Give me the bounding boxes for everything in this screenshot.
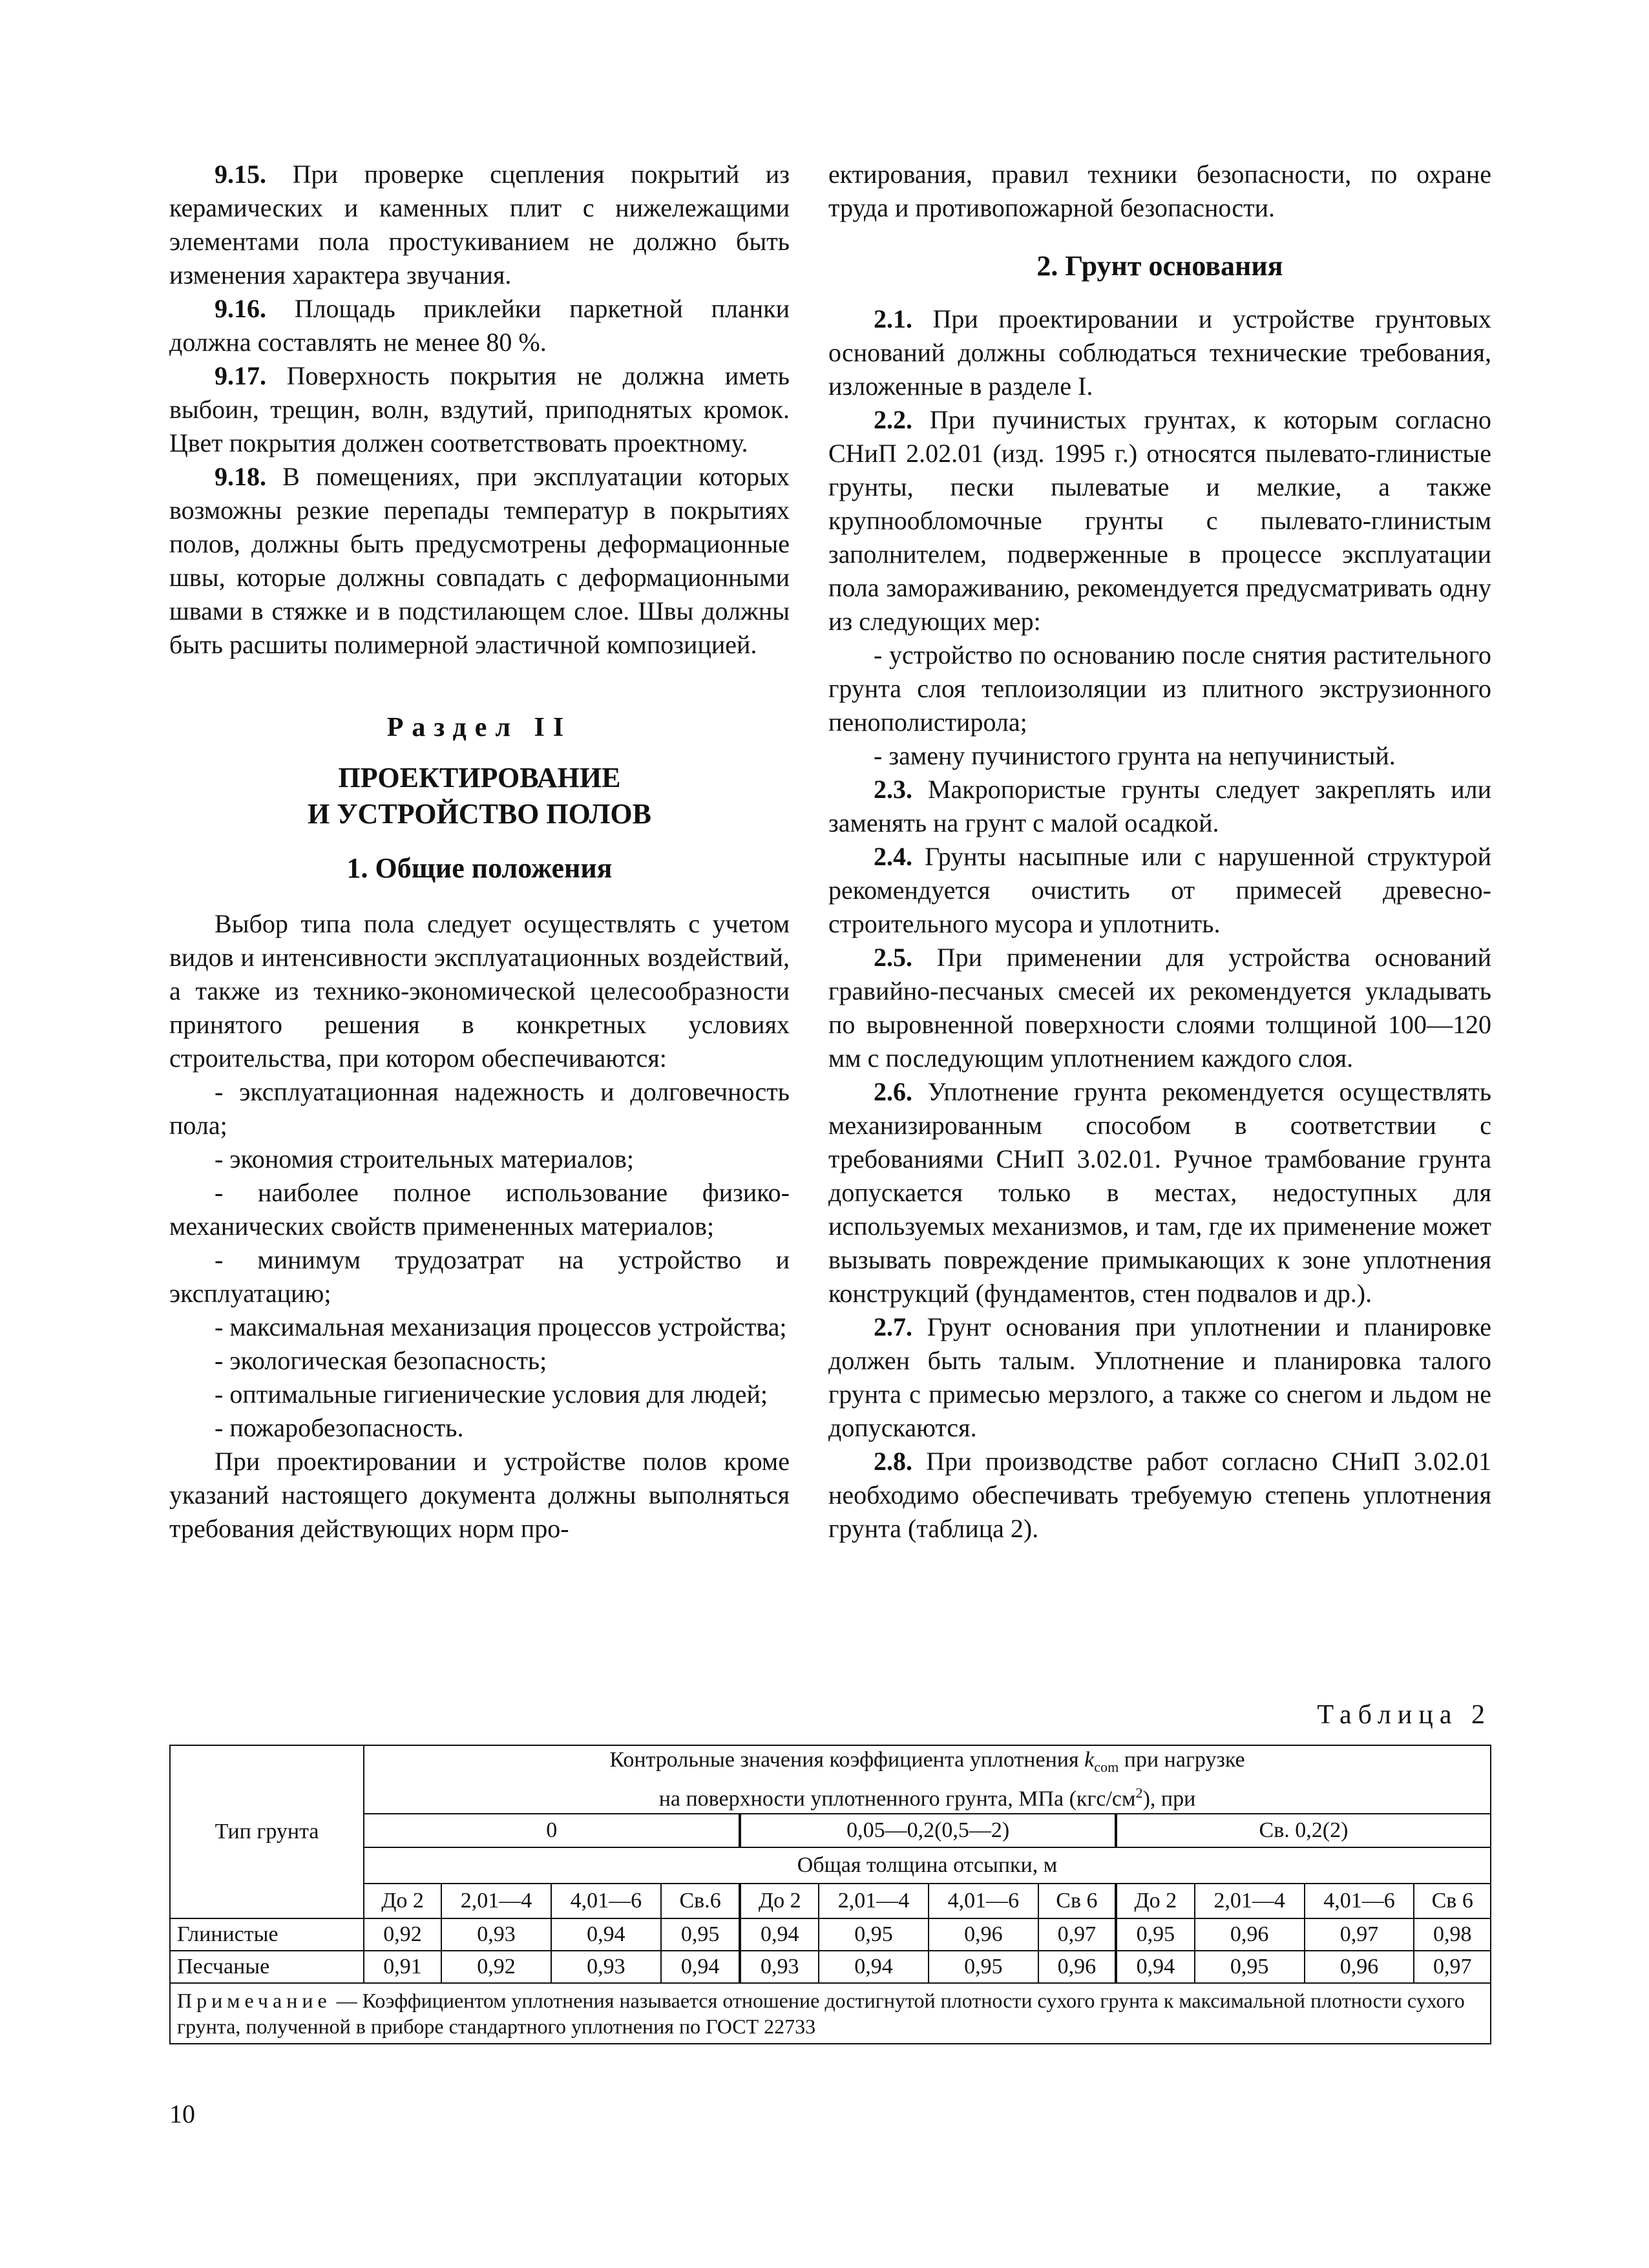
table-cell: 0,97 — [1038, 1918, 1116, 1951]
thickness-row — [170, 1884, 1491, 1918]
clause-9-18 — [169, 460, 790, 662]
clause-2-8 — [828, 1445, 1491, 1546]
clause-text: При производстве работ согласно СНиП 3.02.01 необходимо обеспечивать требуемую степень уплотнения грунта (таблица 2). — [828, 1447, 1491, 1543]
section-label: Раздел II — [386, 713, 572, 742]
table-cell: 0,94 — [551, 1918, 661, 1951]
thickness-col: Св 6 — [1414, 1884, 1491, 1918]
table-cell: 0,96 — [1038, 1951, 1116, 1983]
thickness-col: 2,01—4 — [1195, 1884, 1305, 1918]
clause-2-5 — [828, 941, 1491, 1075]
thickness-col: До 2 — [364, 1884, 441, 1918]
clause-9-17 — [169, 359, 790, 460]
soil-name: Песчаные — [170, 1951, 364, 1983]
clause-number: 2.6. — [874, 1077, 912, 1106]
table-cell: 0,93 — [551, 1951, 661, 1983]
note-label: Примечание — [177, 1989, 331, 2013]
clause-number: 9.17. — [215, 361, 266, 390]
load-group-header: 0,05—0,2(0,5—2) — [740, 1814, 1116, 1847]
k-symbol: k — [1084, 1748, 1095, 1772]
table-cell: 0,95 — [661, 1918, 740, 1951]
table-row — [170, 1951, 1491, 1983]
table-cell: 0,95 — [819, 1918, 929, 1951]
thickness-col: Св.6 — [661, 1884, 740, 1918]
load-group-header: 0 — [364, 1814, 740, 1847]
clause-number: 9.15. — [215, 160, 266, 189]
load-group-header: Св. 0,2(2) — [1116, 1814, 1491, 1847]
main-header — [364, 1745, 1491, 1814]
table-cell: 0,98 — [1414, 1918, 1491, 1951]
section-title-line: И УСТРОЙСТВО ПОЛОВ — [307, 798, 652, 830]
clause-text: При применении для устройства оснований гравийно-песчаных смесей их рекомендуется укладывать по выровненной поверхности слоями толщиной 100—120 мм с последующим уплотнением каждого слоя. — [828, 943, 1491, 1073]
list-item: - эксплуатационная надежность и долговечность пола; — [169, 1077, 790, 1140]
table-cell: 0,94 — [740, 1918, 819, 1951]
clause-9-16 — [169, 292, 790, 359]
section-title — [169, 760, 790, 832]
clause-number: 2.3. — [874, 775, 912, 804]
header-text: на поверхности уплотненного грунта, МПа (кгс/см — [658, 1787, 1136, 1811]
table-cell: 0,93 — [740, 1951, 819, 1983]
clause-number: 2.1. — [874, 304, 912, 333]
table-cell: 0,92 — [364, 1918, 441, 1951]
clause-number: 9.18. — [215, 462, 266, 491]
clause-2-4 — [828, 840, 1491, 941]
clause-number: 9.16. — [215, 294, 266, 323]
clause-number: 2.2. — [874, 405, 912, 434]
table-cell: 0,93 — [441, 1918, 551, 1951]
thickness-header: Общая толщина отсыпки, м — [364, 1847, 1491, 1884]
header-text: Контрольные значения коэффициента уплотнения — [609, 1748, 1085, 1772]
table-cell: 0,91 — [364, 1951, 441, 1983]
thickness-col: 2,01—4 — [441, 1884, 551, 1918]
clause-2-6 — [828, 1075, 1491, 1310]
page-number: 10 — [169, 2099, 195, 2128]
clause-9-15 — [169, 158, 790, 292]
header-text: при нагрузке — [1119, 1748, 1245, 1772]
table-cell: 0,94 — [661, 1951, 740, 1983]
thickness-col: 4,01—6 — [1305, 1884, 1414, 1918]
thickness-col: До 2 — [740, 1884, 819, 1918]
list-item: - максимальная механизация процессов устройства; — [215, 1312, 787, 1341]
clause-text: При проектировании и устройстве грунтовых оснований должны соблюдаться технические требования, изложенные в разделе I. — [828, 304, 1491, 401]
table-cell: 0,94 — [819, 1951, 929, 1983]
subsection-title: 2. Грунт основания — [1036, 250, 1283, 282]
clause-number: 2.5. — [874, 943, 912, 972]
table-row — [170, 1918, 1491, 1951]
table-note — [170, 1983, 1491, 2044]
thickness-col: 4,01—6 — [551, 1884, 661, 1918]
table-cell: 0,94 — [1116, 1951, 1195, 1983]
clause-text: При пучинистых грунтах, к которым согласно СНиП 2.02.01 (изд. 1995 г.) относятся пылевато-глинистые грунты, пески пылеватые и мелкие, а также крупнообломочные грунты с пылевато-глинистым заполнителем, подверженные в процессе эксплуатации пола замораживанию, рекомендуется предусматривать одну из следующих мер: — [828, 405, 1491, 636]
list-item: - устройство по основанию после снятия растительного грунта слоя теплоизоляции из плитного экструзионного пенополистирола; — [828, 640, 1491, 737]
intro-paragraph: Выбор типа пола следует осуществлять с учетом видов и интенсивности эксплуатационных воздействий, а также из технико-экономической целесообразности принятого решения в конкретных условиях строительства, при котором обеспечиваются: — [169, 909, 790, 1073]
clause-number: 2.7. — [874, 1312, 912, 1341]
list-item: - экологическая безопасность; — [215, 1346, 547, 1375]
table-caption: Таблица 2 — [1317, 1700, 1491, 1730]
table-cell: 0,95 — [929, 1951, 1038, 1983]
clause-text: В помещениях, при эксплуатации которых возможны резкие перепады температур в покрытиях полов, должны быть предусмотрены деформационные швы, которые должны совпадать с деформационными швами в стяжке и в подстилающем слое. Швы должны быть расшиты полимерной эластичной композицией. — [169, 462, 790, 659]
list-item: - минимум трудозатрат на устройство и эксплуатацию; — [169, 1245, 790, 1308]
subsection-title: 1. Общие положения — [346, 852, 613, 884]
table-cell: 0,95 — [1116, 1918, 1195, 1951]
clause-2-1 — [828, 302, 1491, 403]
k-subscript: com — [1094, 1758, 1119, 1775]
right-column — [828, 158, 1491, 1546]
note-text: — Коэффициентом уплотнения называется отношение достигнутой плотности сухого грунта к максимальной плотности сухого грунта, полученной в приборе стандартного уплотнения по ГОСТ 22733 — [177, 1989, 1465, 2039]
clause-text: Грунт основания при уплотнении и планировке должен быть талым. Уплотнение и планировка талого грунта с примесью мерзлого, а также со снегом и льдом не допускаются. — [828, 1312, 1491, 1442]
clause-2-2 — [828, 403, 1491, 638]
table-cell: 0,92 — [441, 1951, 551, 1983]
compaction-table — [169, 1745, 1491, 2044]
thickness-col: До 2 — [1116, 1884, 1195, 1918]
table-cell: 0,96 — [1305, 1951, 1414, 1983]
list-item: - экономия строительных материалов; — [215, 1144, 634, 1173]
clause-text: Уплотнение грунта рекомендуется осуществлять механизированным способом в соответствии с требованиями СНиП 3.02.01. Ручное трамбование грунта допускается только в местах, недоступных для используемых механизмов, и там, где их применение может вызывать повреждение примыкающих к зоне уплотнения конструкций (фундаментов, стен подвалов и др.). — [828, 1077, 1491, 1308]
list-item: - оптимальные гигиенические условия для людей; — [215, 1380, 768, 1409]
closing-paragraph: При проектировании и устройстве полов кроме указаний настоящего документа должны выполняться требования действующих норм про- — [169, 1447, 790, 1543]
clause-text: Макропористые грунты следует закреплять или заменять на грунт с малой осадкой. — [828, 775, 1491, 837]
table-cell: 0,97 — [1414, 1951, 1491, 1983]
clause-number: 2.4. — [874, 842, 912, 871]
clause-text: При проверке сцепления покрытий из керамических и каменных плит с нижележащими элементами пола простукиванием не должно быть изменения характера звучания. — [169, 160, 790, 289]
soil-name: Глинистые — [170, 1918, 364, 1951]
table-cell: 0,96 — [1195, 1918, 1305, 1951]
header-superscript: 2 — [1135, 1784, 1143, 1801]
clause-text: Грунты насыпные или с нарушенной структурой рекомендуется очистить от примесей древесно-строительного мусора и уплотнить. — [828, 842, 1491, 938]
clause-number: 2.8. — [874, 1447, 912, 1476]
header-text: ), при — [1142, 1787, 1196, 1811]
table — [169, 1745, 1491, 2044]
left-column — [169, 158, 790, 1546]
continuation-paragraph: ектирования, правил техники безопасности, по охране труда и противопожарной безопасности. — [828, 160, 1491, 222]
clause-2-7 — [828, 1310, 1491, 1445]
list-item: - пожаробезопасность. — [215, 1413, 464, 1442]
note-row — [170, 1983, 1491, 2044]
list-item: - замену пучинистого грунта на непучинистый. — [874, 741, 1396, 770]
soil-type-header: Тип грунта — [170, 1745, 364, 1918]
clause-text: Поверхность покрытия не должна иметь выбоин, трещин, волн, вздутий, приподнятых кромок. Цвет покрытия должен соответствовать проектному. — [169, 361, 790, 457]
thickness-col: 4,01—6 — [929, 1884, 1038, 1918]
table-cell: 0,96 — [929, 1918, 1038, 1951]
thickness-col: Св 6 — [1038, 1884, 1116, 1918]
table-cell: 0,97 — [1305, 1918, 1414, 1951]
section-title-line: ПРОЕКТИРОВАНИЕ — [338, 762, 621, 793]
thickness-col: 2,01—4 — [819, 1884, 929, 1918]
clause-2-3 — [828, 773, 1491, 840]
list-item: - наиболее полное использование физико-механических свойств примененных материалов; — [169, 1178, 790, 1241]
table-cell: 0,95 — [1195, 1951, 1305, 1983]
clause-text: Площадь приклейки паркетной планки должна составлять не менее 80 %. — [169, 294, 790, 357]
